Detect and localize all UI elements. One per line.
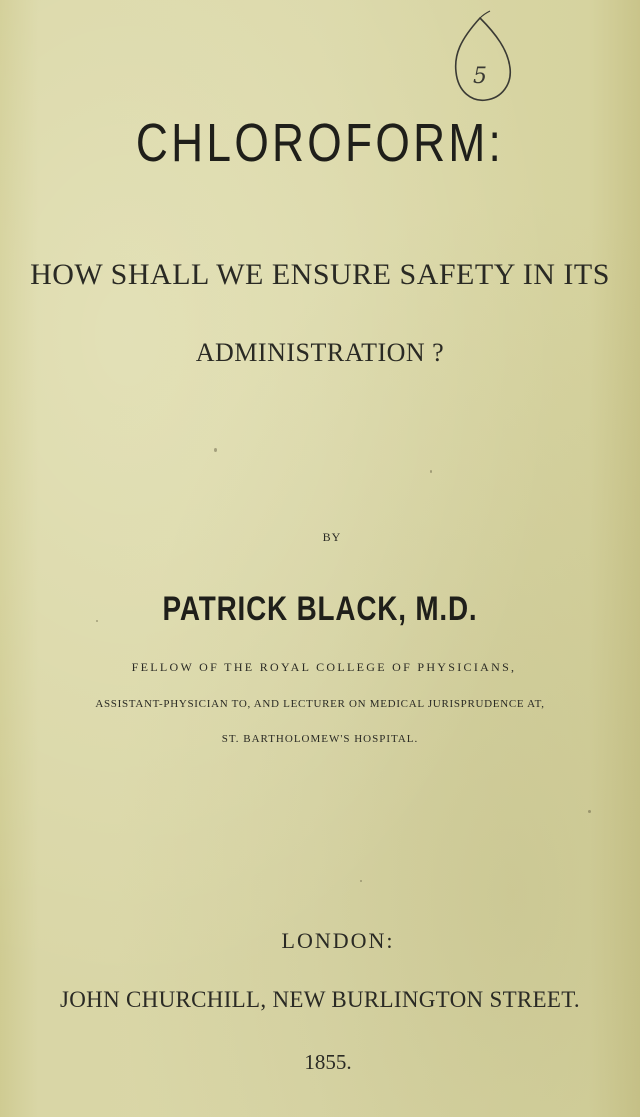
circle-mark-icon: [440, 10, 520, 110]
book-title: CHLOROFORM:: [135, 113, 505, 173]
paper-speck: [96, 620, 98, 622]
credentials-line-3: ST. BARTHOLOMEW'S HOSPITAL.: [221, 733, 419, 745]
byline: BY: [322, 530, 342, 544]
subtitle-line-2: ADMINISTRATION ?: [195, 338, 445, 367]
credentials-line-2: ASSISTANT-PHYSICIAN TO, AND LECTURER ON MEDICAL JURISPRUDENCE AT,: [95, 698, 545, 710]
credentials-line-1: FELLOW OF THE ROYAL COLLEGE OF PHYSICIANS,: [131, 660, 517, 674]
imprint-year: 1855.: [304, 1050, 352, 1074]
imprint-publisher: JOHN CHURCHILL, NEW BURLINGTON STREET.: [60, 987, 580, 1012]
paper-speck: [588, 810, 591, 813]
paper-speck: [214, 448, 217, 452]
imprint-place: LONDON:: [281, 928, 395, 953]
handwritten-library-mark: [440, 10, 520, 110]
subtitle-line-1: HOW SHALL WE ENSURE SAFETY IN ITS: [30, 258, 610, 291]
author-name: PATRICK BLACK, M.D.: [162, 590, 478, 628]
paper-speck: [360, 880, 362, 882]
library-mark-number: 5: [473, 64, 487, 89]
paper-speck: [430, 470, 432, 473]
